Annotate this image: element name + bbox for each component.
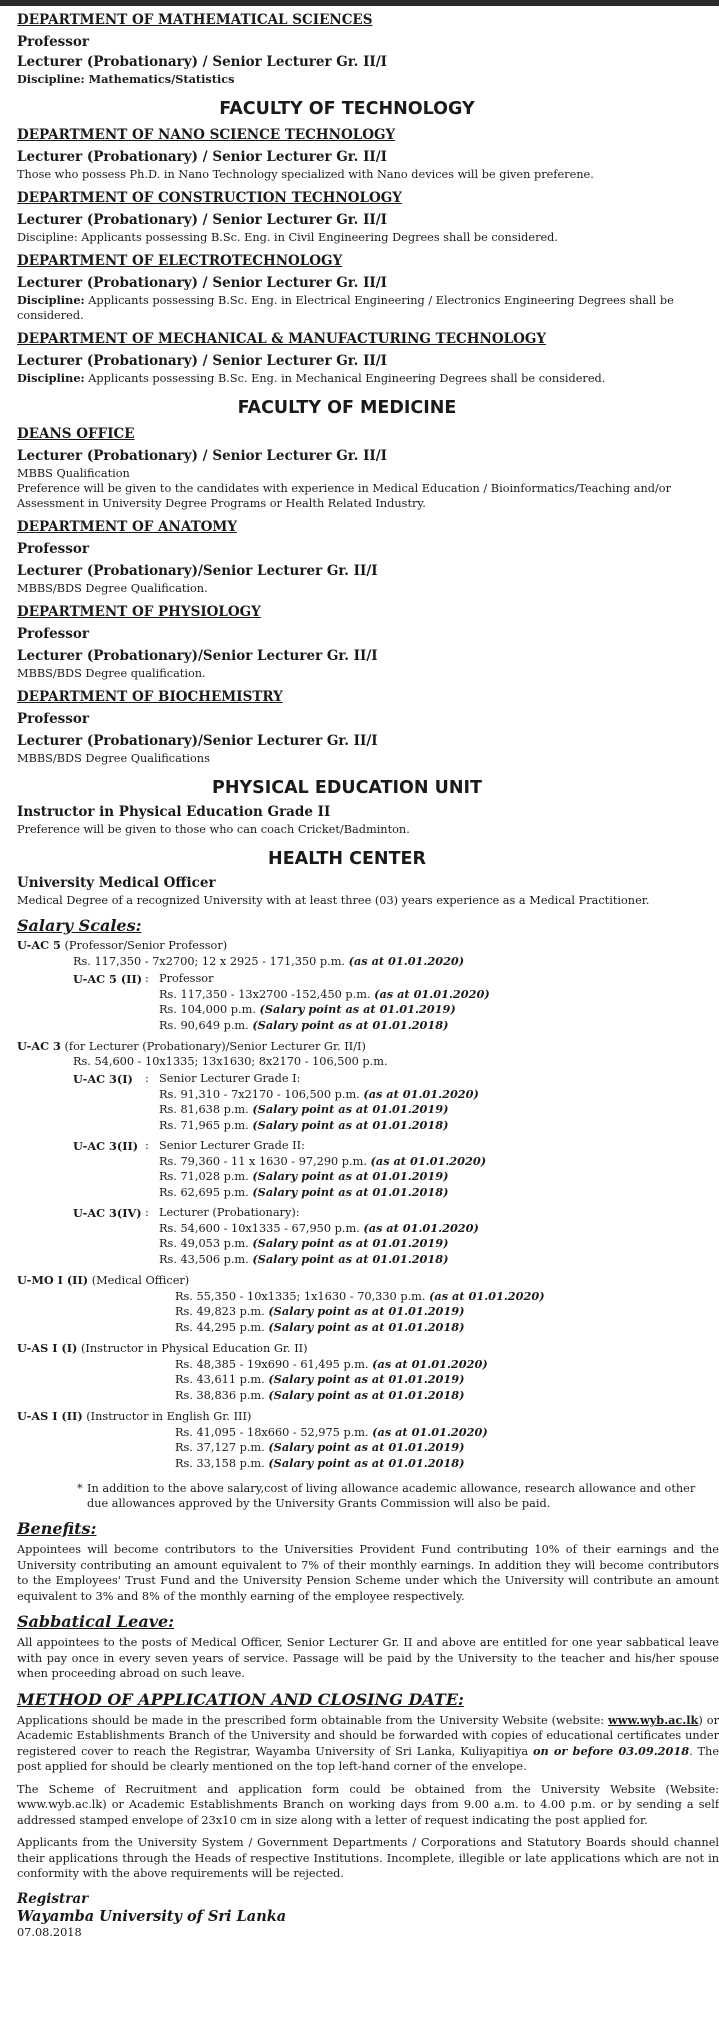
faculty-technology-heading: FACULTY OF TECHNOLOGY [219, 99, 475, 119]
dept-physiology: DEPARTMENT OF PHYSIOLOGY [17, 604, 261, 620]
salary-date: (Salary point as at 01.01.2019) [268, 1372, 465, 1386]
salary-line [175, 1304, 719, 1320]
salary-date: (as at 01.01.2020) [363, 1086, 479, 1101]
top-border [0, 0, 719, 6]
salary-range: Rs. 81,638 p.m. [159, 1103, 253, 1116]
salary-range: Rs. 55,350 - 10x1335; 1x1630 - 70,330 p.m. [175, 1289, 430, 1303]
salary-desc: (Instructor in Physical Education Gr. II) [77, 1342, 308, 1355]
salary-sub-uac3-i [17, 1072, 719, 1133]
salary-range: Rs. 49,823 p.m. [175, 1305, 269, 1318]
post-lecturer: Lecturer (Probationary)/Senior Lecturer Gr. II/I [17, 563, 378, 579]
footnote-text: In addition to the above salary,cost of living allowance academic allowance, research allowance and other due allowances approved by the University Grants Commission will also be paid. [87, 1482, 696, 1510]
salary-desc: (Medical Officer) [88, 1274, 190, 1287]
dept-note: Those who possess Ph.D. in Nano Technology specialized with Nano devices will be given preferene. [17, 168, 594, 181]
salary-date: (Salary point as at 01.01.2019) [252, 1169, 449, 1183]
discipline-label: Discipline: [17, 293, 85, 307]
salary-scales [17, 938, 719, 1471]
salary-sub-uac3-ii [17, 1139, 719, 1200]
salary-uac5 [17, 938, 719, 1033]
footnote-marker: * [77, 1482, 83, 1495]
post-lecturer: Lecturer (Probationary)/Senior Lecturer Gr. II/I [17, 648, 378, 664]
salary-line [159, 1236, 479, 1252]
method-paragraph-3: Applicants from the University System / Government Departments / Corporations and Statutory Boards should channel their applications through the Heads of respective Institutions. Incomplete, illegible or late applications which are not in conformity with the above requirements will be rejected. [17, 1836, 719, 1880]
colon: : [145, 1072, 149, 1085]
health-center-heading: HEALTH CENTER [268, 849, 426, 869]
salary-uas2 [17, 1409, 719, 1471]
qualification: Medical Degree of a recognized University with at least three (03) years experience as a Medical Practitioner. [17, 894, 650, 907]
salary-values [159, 1072, 479, 1133]
text: . The post applied for should be clearly mentioned on the top left-hand corner of the envelope. [17, 1744, 719, 1773]
benefits-text: Appointees will become contributors to the Universities Provident Fund contributing 10% of their earnings and the University contributing an amount equivalent to 7% of their monthly earnings. In addition they will become contributors to the Employees' Trust Fund and the University Pension Scheme under which the University will contribute an amount equivalent to 3% and 8% of the monthly earning of the employee respectively. [17, 1543, 719, 1603]
salary-date: (as at 01.01.2020) [429, 1288, 545, 1303]
method-heading: METHOD OF APPLICATION AND CLOSING DATE: [17, 1689, 464, 1709]
salary-date: (Salary point as at 01.01.2018) [252, 1117, 449, 1132]
salary-range: Rs. 79,360 - 11 x 1630 - 97,290 p.m. [159, 1154, 371, 1168]
salary-desc: (Professor/Senior Professor) [60, 939, 228, 952]
salary-line [175, 1388, 719, 1404]
salary-date: (Salary point as at 01.01.2018) [252, 1251, 449, 1266]
salary-sub-title: Senior Lecturer Grade I: [159, 1072, 301, 1085]
salary-range: Rs. 49,053 p.m. [159, 1237, 253, 1250]
colon: : [145, 972, 149, 985]
salary-range: Rs. 41,095 - 18x660 - 52,975 p.m. [175, 1425, 373, 1439]
salary-range: Rs. 71,028 p.m. [159, 1170, 253, 1183]
salary-range: Rs. 43,506 p.m. [159, 1252, 253, 1266]
salary-line [159, 1018, 490, 1034]
salary-code: U-AS I (II) [17, 1409, 83, 1423]
salary-line [175, 1372, 719, 1388]
salary-date: (as at 01.01.2020) [363, 1220, 479, 1235]
dept-note: Discipline: Applicants possessing B.Sc. Eng. in Civil Engineering Degrees shall be considered. [17, 231, 558, 244]
salary-line [159, 1169, 486, 1185]
salary-sub-code: U-AC 3(II) [73, 1139, 139, 1153]
salary-range: Rs. 37,127 p.m. [175, 1441, 269, 1454]
closing-date: on or before 03.09.2018 [532, 1743, 690, 1758]
benefits-heading: Benefits: [17, 1519, 97, 1538]
salary-code: U-AC 5 [17, 938, 61, 952]
salary-line [159, 1102, 479, 1118]
salary-line [159, 1087, 479, 1103]
salary-line [175, 1320, 719, 1336]
salary-range: Rs. 91,310 - 7x2170 - 106,500 p.m. [159, 1087, 364, 1101]
salary-values [17, 1357, 719, 1404]
salary-range: Rs. 48,385 - 19x690 - 61,495 p.m. [175, 1357, 373, 1371]
salary-sub-uac5-ii [17, 972, 719, 1033]
dept-deans-office: DEANS OFFICE [17, 426, 135, 442]
salary-date: (as at 01.01.2020) [370, 1153, 487, 1168]
salary-date: (Salary point as at 01.01.2019) [252, 1102, 449, 1116]
salary-sub-code: U-AC 5 (II) [73, 972, 143, 986]
post-professor: Professor [17, 626, 89, 642]
dept-nano-science: DEPARTMENT OF NANO SCIENCE TECHNOLOGY [17, 127, 396, 143]
salary-range: Rs. 104,000 p.m. [159, 1003, 260, 1016]
faculty-medicine-heading: FACULTY OF MEDICINE [237, 398, 457, 418]
preference-note: Preference will be given to the candidates with experience in Medical Education / Bioinformatics/Teaching and/or Assessment in University Degree Programs or Health Related Industry. [17, 482, 671, 510]
salary-code: U-AC 3 [17, 1039, 61, 1053]
salary-date: (Salary point as at 01.01.2019) [252, 1236, 449, 1250]
salary-date: (Salary point as at 01.01.2018) [252, 1017, 449, 1032]
salary-uac3 [17, 1039, 719, 1267]
dept-electrotechnology: DEPARTMENT OF ELECTROTECHNOLOGY [17, 253, 343, 269]
sabbatical-heading: Sabbatical Leave: [17, 1612, 175, 1631]
salary-date: (as at 01.01.2020) [348, 953, 465, 968]
post-lecturer: Lecturer (Probationary) / Senior Lecturer Gr. II/I [17, 275, 387, 291]
salary-line [175, 1357, 719, 1373]
method-paragraph-1 [17, 1713, 719, 1775]
post-lecturer: Lecturer (Probationary)/Senior Lecturer Gr. II/I [17, 733, 378, 749]
salary-line [175, 1425, 719, 1441]
salary-range: Rs. 44,295 p.m. [175, 1320, 269, 1334]
salary-code: U-AS I (I) [17, 1341, 78, 1355]
post-professor: Professor [17, 34, 89, 50]
salary-values [17, 1425, 719, 1472]
post-lecturer: Lecturer (Probationary) / Senior Lecturer Gr. II/I [17, 54, 387, 70]
salary-umo [17, 1273, 719, 1335]
post-professor: Professor [17, 711, 89, 727]
salary-range: Rs. 33,158 p.m. [175, 1456, 269, 1470]
dept-anatomy: DEPARTMENT OF ANATOMY [17, 519, 237, 535]
post-lecturer: Lecturer (Probationary) / Senior Lecturer Gr. II/I [17, 149, 387, 165]
salary-date: (Salary point as at 01.01.2018) [252, 1184, 449, 1199]
salary-sub-title: Senior Lecturer Grade II: [159, 1139, 305, 1152]
salary-footnote [77, 1481, 719, 1511]
signatory-role: Registrar [17, 1890, 89, 1907]
salary-sub-uac3-iv [17, 1206, 719, 1267]
salary-date: (Salary point as at 01.01.2018) [268, 1387, 465, 1402]
salary-values [17, 1289, 719, 1336]
salary-range: Rs. 71,965 p.m. [159, 1118, 253, 1132]
salary-date: (Salary point as at 01.01.2019) [259, 1002, 456, 1016]
salary-line [159, 1002, 490, 1018]
physical-education-heading: PHYSICAL EDUCATION UNIT [212, 778, 482, 798]
dept-note [17, 293, 719, 323]
post-lecturer: Lecturer (Probationary) / Senior Lecturer Gr. II/I [17, 448, 387, 464]
discipline-text: Applicants possessing B.Sc. Eng. in Electrical Engineering / Electronics Engineering Degrees shall be considered. [17, 294, 674, 322]
salary-line [159, 1221, 479, 1237]
salary-sub-code: U-AC 3(I) [73, 1072, 133, 1086]
salary-date: (Salary point as at 01.01.2019) [268, 1304, 465, 1318]
preference-note: Preference will be given to those who can coach Cricket/Badminton. [17, 823, 410, 836]
colon: : [145, 1139, 149, 1152]
salary-values [159, 972, 490, 1033]
salary-line [175, 1456, 719, 1472]
salary-date: (Salary point as at 01.01.2018) [268, 1455, 465, 1470]
advertisement [17, 10, 719, 1939]
salary-range: Rs. 43,611 p.m. [175, 1373, 269, 1386]
salary-sub-code: U-AC 3(IV) [73, 1206, 142, 1220]
qualification: MBBS/BDS Degree Qualification. [17, 582, 208, 595]
post-lecturer: Lecturer (Probationary) / Senior Lecturer Gr. II/I [17, 353, 387, 369]
salary-range: Rs. 117,350 - 13x2700 -152,450 p.m. [159, 987, 375, 1001]
salary-line [159, 1185, 486, 1201]
salary-range: Rs. 38,836 p.m. [175, 1388, 269, 1402]
salary-line [159, 1118, 479, 1134]
dept-note [17, 371, 719, 386]
text: Applications should be made in the prescribed form obtainable from the University Website (website: [17, 1713, 609, 1727]
salary-date: (as at 01.01.2020) [374, 986, 490, 1001]
website-link[interactable]: www.wyb.ac.lk [608, 1712, 699, 1727]
signature-block [17, 1890, 719, 1939]
salary-date: (Salary point as at 01.01.2018) [268, 1319, 465, 1334]
salary-range: Rs. 54,600 - 10x1335; 13x1630; 8x2170 - 106,500 p.m. [73, 1054, 388, 1068]
salary-date: (as at 01.01.2020) [372, 1356, 488, 1371]
method-paragraph-2: The Scheme of Recruitment and application form could be obtained from the University Website (Website: www.wyb.ac.lk) or Academic Establishments Branch on working days from 9.00 a.m. to 4.00 p.m. or by sending a self addressed stamped envelope of 23x10 cm in size along with a letter of request indicating the post applied for. [17, 1782, 719, 1827]
qualification: MBBS Qualification [17, 467, 130, 480]
salary-uas1 [17, 1341, 719, 1403]
post-professor: Professor [17, 541, 89, 557]
salary-line [159, 1154, 486, 1170]
discipline-label: Discipline: [17, 371, 85, 385]
post-lecturer: Lecturer (Probationary) / Senior Lecturer Gr. II/I [17, 212, 387, 228]
salary-date: (Salary point as at 01.01.2019) [268, 1440, 465, 1454]
signature-date: 07.08.2018 [17, 1925, 82, 1939]
salary-desc: (for Lecturer (Probationary)/Senior Lecturer Gr. II/I) [60, 1040, 366, 1053]
discipline-text: Applicants possessing B.Sc. Eng. in Mechanical Engineering Degrees shall be considered. [84, 372, 606, 385]
salary-scales-heading: Salary Scales: [17, 916, 142, 935]
salary-line [175, 1440, 719, 1456]
dept-mathematical-sciences: DEPARTMENT OF MATHEMATICAL SCIENCES [17, 12, 373, 28]
salary-sub-title: Professor [159, 972, 214, 985]
salary-code: U-MO I (II) [17, 1273, 89, 1287]
post-instructor: Instructor in Physical Education Grade II [17, 804, 331, 820]
dept-construction: DEPARTMENT OF CONSTRUCTION TECHNOLOGY [17, 190, 402, 206]
signatory-org: Wayamba University of Sri Lanka [17, 1907, 287, 1925]
dept-biochemistry: DEPARTMENT OF BIOCHEMISTRY [17, 689, 283, 705]
sabbatical-text: All appointees to the posts of Medical Officer, Senior Lecturer Gr. II and above are entitled for one year sabbatical leave with pay once in every seven years of service. Passage will be paid by the University to the teacher and his/her spouse when proceeding abroad on such leave. [17, 1636, 719, 1680]
salary-date: (as at 01.01.2020) [372, 1424, 488, 1439]
colon: : [145, 1206, 149, 1219]
salary-range: Rs. 90,649 p.m. [159, 1018, 253, 1032]
post-medical-officer: University Medical Officer [17, 875, 216, 891]
salary-range: Rs. 54,600 - 10x1335 - 67,950 p.m. [159, 1221, 364, 1235]
salary-line [175, 1289, 719, 1305]
salary-sub-title: Lecturer (Probationary): [159, 1206, 300, 1219]
discipline: Discipline: Mathematics/Statistics [17, 72, 235, 86]
salary-line [159, 987, 490, 1003]
salary-values [159, 1139, 486, 1200]
salary-range: Rs. 62,695 p.m. [159, 1185, 253, 1199]
salary-desc: (Instructor in English Gr. III) [82, 1410, 252, 1423]
text: ) or Academic Establishments Branch of the University and should be forwarded with copies of educational certificates under registered cover to reach the Registrar, Wayamba University of Sri Lanka, Kuliyapitiya [17, 1713, 719, 1758]
qualification: MBBS/BDS Degree qualification. [17, 667, 206, 680]
salary-range: Rs. 117,350 - 7x2700; 12 x 2925 - 171,350 p.m. [73, 954, 349, 968]
salary-values [159, 1206, 479, 1267]
dept-mechanical: DEPARTMENT OF MECHANICAL & MANUFACTURING TECHNOLOGY [17, 331, 547, 347]
qualification: MBBS/BDS Degree Qualifications [17, 752, 210, 765]
salary-line [159, 1252, 479, 1268]
